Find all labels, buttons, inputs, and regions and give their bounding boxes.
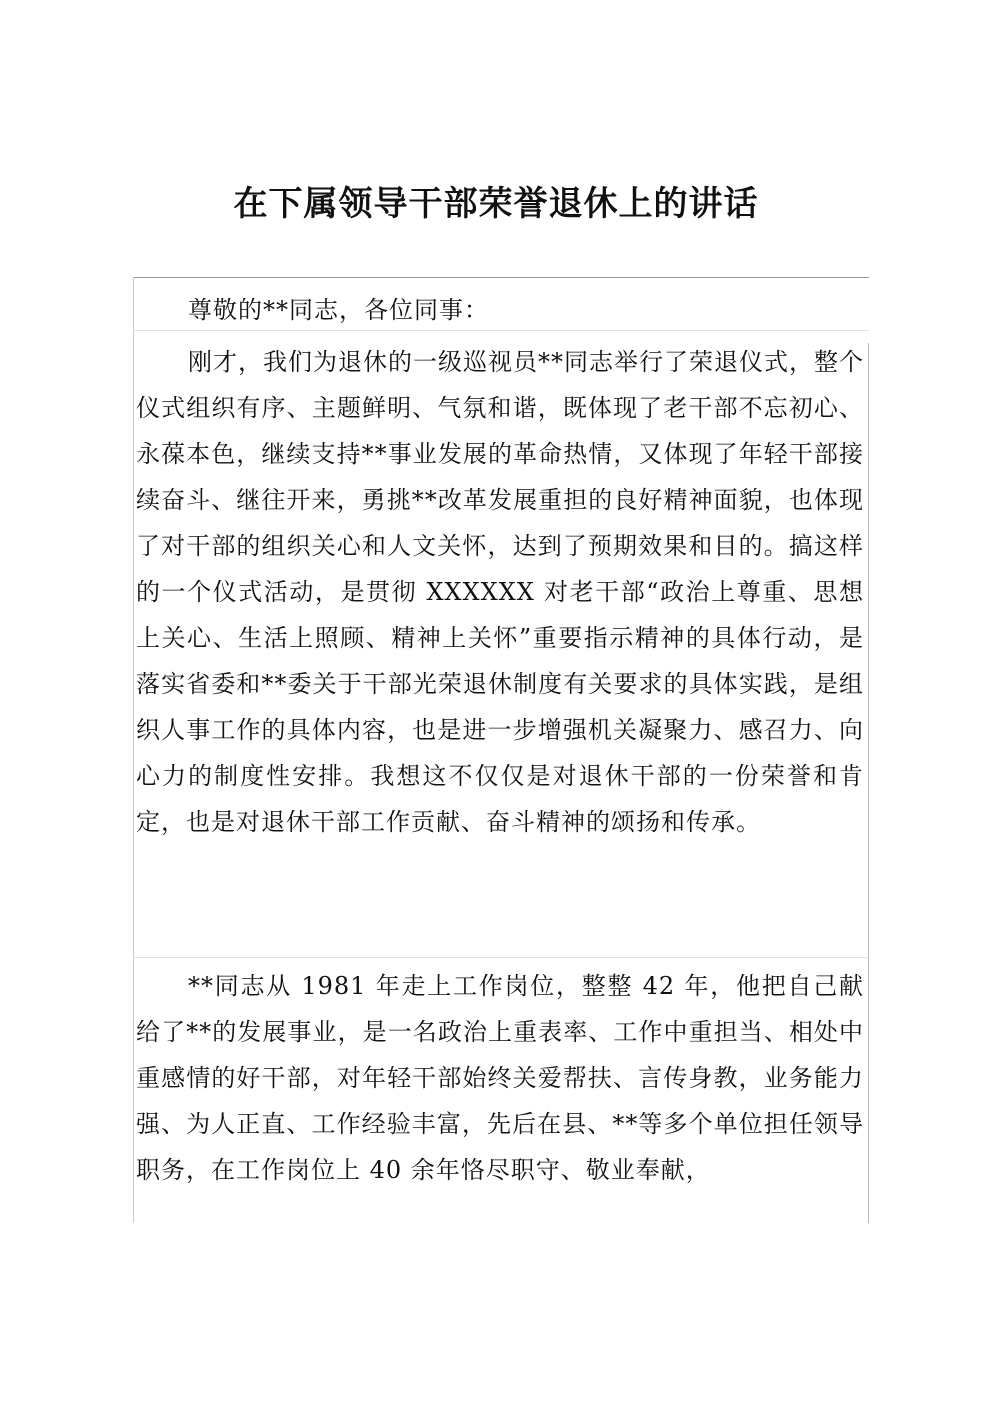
body-paragraph-1: 刚才，我们为退休的一级巡视员**同志举行了荣退仪式，整个仪式组织有序、主题鲜明、气氛和谐，既体现了老干部不忘初心、永葆本色，继续支持**事业发展的革命热情，又体现了年轻干部接续奋斗、继往开来，勇挑**改革发展重担的良好精神面貌，也体现了对干部的组织关心和人文关怀，达到了预期效果和目的。搞这样的一个仪式活动，是贯彻 XXXXXX 对老干部“政治上尊重、思想上关心、生活上照顾、精神上关怀”重要指示精神的具体行动，是落实省委和**委关于干部光荣退休制度有关要求的具体实践，是组织人事工作的具体内容，也是进一步增强机关凝聚力、感召力、向心力的制度性安排。我想这不仅仅是对退休干部的一份荣誉和肯定，也是对退休干部工作贡献、奋斗精神的颂扬和传承。 [136, 348, 864, 836]
body-paragraph-2: **同志从 1981 年走上工作岗位，整整 42 年，他把自己献给了**的发展事业，是一名政治上重表率、工作中重担当、相处中重感情的好干部，对年轻干部始终关爱帮扶、言传身教，业务能力强、为人正直、工作经验丰富，先后在县、**等多个单位担任领导职务，在工作岗位上 40 余年恪尽职守、敬业奉献， [136, 972, 864, 1184]
paragraph-divider [133, 330, 869, 331]
frame-left-border [133, 277, 134, 1223]
document-body [133, 277, 869, 1223]
paragraph-divider [133, 957, 869, 958]
frame-top-border [133, 277, 869, 278]
frame-right-border [868, 343, 869, 1223]
greeting-paragraph: 尊敬的**同志，各位同事： [188, 296, 489, 324]
page-title: 在下属领导干部荣誉退休上的讲话 [233, 184, 759, 224]
